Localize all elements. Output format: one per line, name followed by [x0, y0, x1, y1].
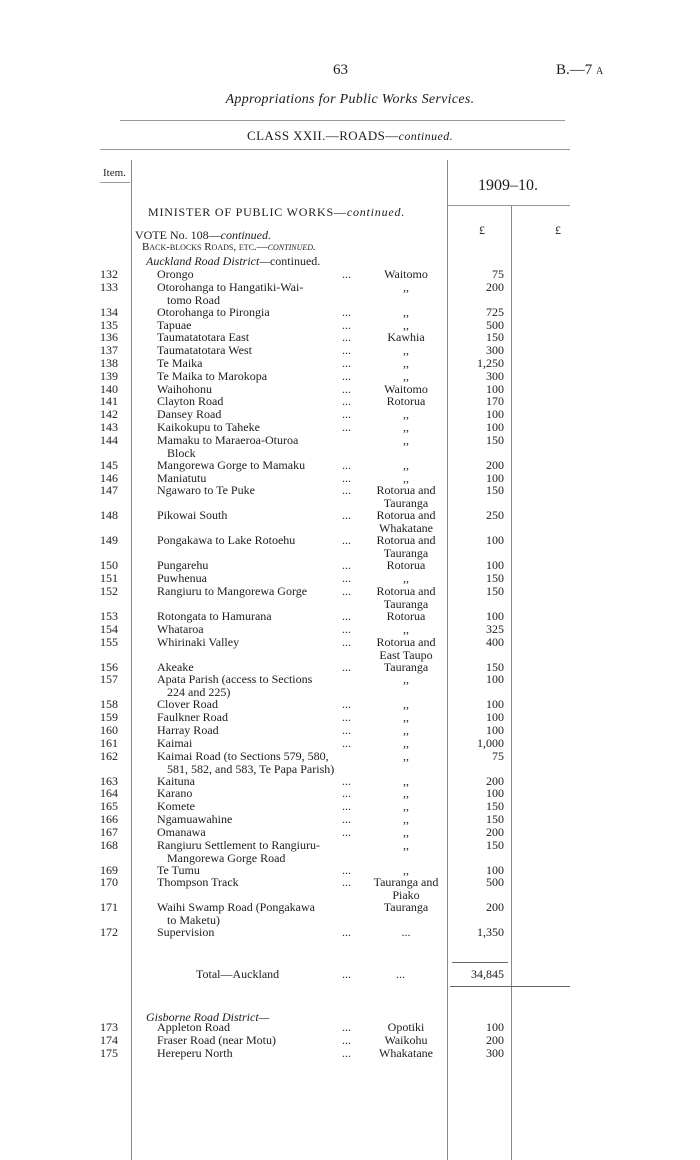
district-line1: Opotiki — [387, 1020, 425, 1034]
leader-dots: ... — [342, 267, 351, 281]
item-name — [157, 281, 357, 307]
item-name — [157, 509, 357, 522]
district-line1: Rotorua and — [376, 533, 436, 548]
leader-dots: ... — [342, 394, 351, 409]
leader-dots: ... — [342, 621, 351, 636]
item-name-line1: Waihi Swamp Road (Pongakawa — [157, 900, 316, 915]
item-amount: 150 — [486, 659, 504, 674]
item-amount: 100 — [486, 470, 504, 485]
item-number: 149 — [100, 533, 118, 548]
item-name-line1: Apata Parish (access to Sections — [157, 672, 313, 687]
item-number: 143 — [100, 420, 118, 434]
item-name-line1: Orongo — [157, 267, 194, 281]
item-name-line1: Ngawaro to Te Puke — [157, 483, 255, 498]
item-name-line2: 581, 582, and 583, Te Papa Parish) — [167, 761, 335, 776]
page-title: Appropriations for Public Works Services. — [225, 92, 475, 107]
district-line1: Rotorua and — [376, 634, 436, 649]
item-name-line1: Kaimai — [157, 735, 193, 750]
district-line2: East Taupo — [379, 647, 433, 662]
back-blocks-heading — [142, 241, 316, 253]
item-number: 163 — [100, 773, 118, 788]
electoral-district — [364, 673, 448, 686]
item-name-line1: Te Tumu — [157, 862, 200, 877]
district-line1: Tauranga — [383, 900, 429, 915]
item-name-line1: Faulkner Road — [157, 710, 228, 725]
district-line1: ,, — [403, 672, 409, 687]
item-amount: 300 — [486, 368, 504, 383]
district-line1: ,, — [403, 799, 409, 814]
leader-dots: ... — [342, 862, 351, 877]
district-line1: ,, — [403, 621, 409, 636]
item-number: 135 — [100, 317, 118, 332]
item-name-line1: Harray Road — [157, 723, 219, 737]
district-line1: ,, — [403, 432, 409, 447]
total-label: Total—Auckland — [196, 967, 280, 981]
item-amount: 100 — [486, 407, 504, 422]
leader-dots: ... — [342, 508, 351, 523]
item-name-line1: Te Maika — [157, 356, 203, 370]
leader-dots: ... — [342, 697, 351, 712]
district-line1: ,, — [403, 812, 409, 826]
item-number: 157 — [100, 672, 118, 687]
pound-symbol-col1: £ — [479, 223, 485, 237]
electoral-district — [364, 636, 448, 662]
electoral-district — [364, 750, 448, 763]
item-amount: 325 — [486, 621, 504, 636]
item-amount: 1,000 — [477, 735, 504, 750]
gisborne-district-heading: Gisborne Road District— — [146, 1010, 270, 1024]
leader-dots: ... — [342, 875, 351, 890]
item-name-line1: Maniatutu — [157, 470, 207, 485]
district-line1: ,, — [403, 697, 409, 712]
item-name-line1: Otorohanga to Hangatiki-Wai- — [157, 279, 304, 294]
leader-dots: ... — [342, 735, 351, 750]
item-number: 148 — [100, 508, 118, 523]
item-amount: 75 — [492, 267, 504, 281]
item-number: 152 — [100, 584, 118, 598]
item-number: 145 — [100, 457, 118, 472]
leader-dots: ... — [342, 457, 351, 472]
district-line1: ,, — [403, 457, 409, 472]
item-amount: 150 — [486, 812, 504, 826]
item-amount: 150 — [486, 432, 504, 447]
item-number: 156 — [100, 659, 118, 674]
item-name-line2: to Maketu) — [167, 913, 220, 928]
item-number: 151 — [100, 571, 118, 586]
leader-dots: ... — [342, 470, 351, 485]
item-number: 141 — [100, 394, 118, 409]
item-name — [157, 876, 357, 889]
item-name-line1: Pungarehu — [157, 558, 209, 573]
item-name-line1: Mamaku to Maraeroa-Oturoa — [157, 432, 299, 447]
item-name-line1: Ngamuawahine — [157, 812, 233, 826]
item-amount: 400 — [486, 634, 504, 649]
leader-dots: ... — [342, 571, 351, 586]
item-amount: 100 — [486, 420, 504, 434]
item-amount: 150 — [486, 837, 504, 852]
class-continued: continued. — [398, 129, 453, 143]
item-amount: 200 — [486, 1032, 504, 1047]
item-amount: 150 — [486, 483, 504, 498]
district-line1: ,, — [403, 279, 409, 294]
item-amount: 725 — [486, 304, 504, 319]
item-number: 171 — [100, 900, 118, 915]
item-number: 132 — [100, 267, 118, 281]
item-number: 162 — [100, 748, 118, 763]
leader-dots: ... — [342, 824, 351, 839]
item-name-line1: Otorohanga to Pirongia — [157, 304, 270, 319]
class-heading — [0, 128, 700, 144]
item-number: 155 — [100, 634, 118, 649]
item-name-line1: Clayton Road — [157, 394, 224, 409]
item-name — [157, 750, 357, 776]
district-line2: Tauranga — [383, 546, 429, 561]
item-amount: 1,250 — [477, 356, 504, 370]
district-line1: ,, — [403, 368, 409, 383]
district-line2: Tauranga — [383, 496, 429, 511]
item-amount: 200 — [486, 824, 504, 839]
minister-continued: continued. — [346, 205, 406, 219]
item-name-line1: Pikowai South — [157, 508, 228, 523]
district-line1: ,, — [403, 862, 409, 877]
electoral-district — [364, 901, 448, 914]
item-column-rule — [131, 160, 132, 1160]
leader-dots: ... — [342, 356, 351, 370]
item-number: 137 — [100, 343, 118, 358]
district-line1: Waitomo — [384, 381, 428, 396]
item-number: 138 — [100, 356, 118, 370]
item-name-line1: Whataroa — [157, 621, 204, 636]
electoral-district — [364, 434, 448, 447]
back-blocks-continued: continued. — [267, 241, 316, 253]
item-name-line1: Taumatatotara East — [157, 330, 250, 345]
item-amount: 100 — [486, 1020, 504, 1034]
item-number: 175 — [100, 1045, 118, 1060]
item-name-line2: Mangorewa Gorge Road — [167, 850, 286, 865]
item-name — [157, 926, 357, 939]
item-amount: 150 — [486, 584, 504, 598]
item-name-line1: Rangiuru to Mangorewa Gorge — [157, 584, 308, 598]
vote-continued: continued. — [220, 228, 271, 242]
item-number: 146 — [100, 470, 118, 485]
leader-dots: ... — [342, 710, 351, 725]
item-number: 169 — [100, 862, 118, 877]
electoral-district — [364, 509, 448, 535]
leader-dots: ... — [342, 812, 351, 826]
item-name-line2: 224 and 225) — [167, 685, 231, 700]
district-line1: ,, — [403, 786, 409, 801]
district-line1: ,, — [403, 748, 409, 763]
item-amount: 200 — [486, 773, 504, 788]
item-name — [157, 839, 357, 865]
district-line1: Tauranga and — [373, 875, 439, 890]
item-name-line1: Mangorewa Gorge to Mamaku — [157, 457, 306, 472]
item-name-line1: Puwhenua — [157, 571, 207, 586]
item-name-line1: Rangiuru Settlement to Rangiuru- — [157, 837, 320, 852]
item-number: 164 — [100, 786, 118, 801]
item-name-line1: Fraser Road (near Motu) — [157, 1032, 276, 1047]
item-name-line1: Hereperu North — [157, 1045, 233, 1060]
pound-symbol-col2: £ — [555, 223, 561, 237]
class-label: CLASS XXII.—ROADS— — [247, 128, 399, 143]
reference-suffix: A — [596, 66, 604, 77]
district-line1: Rotorua and — [376, 508, 436, 523]
header-rule-bottom — [100, 149, 570, 150]
electoral-district — [364, 926, 448, 939]
item-name — [157, 673, 357, 699]
item-name — [157, 585, 357, 598]
leader-dots: ... — [342, 584, 351, 598]
item-name-line1: Pongakawa to Lake Rotoehu — [157, 533, 296, 548]
item-number: 168 — [100, 837, 118, 852]
item-column-header: Item. — [103, 167, 126, 179]
district-line1: Waitomo — [384, 267, 428, 281]
document-reference — [556, 62, 603, 79]
item-number: 165 — [100, 799, 118, 814]
item-name-line1: Rotongata to Hamurana — [157, 609, 272, 623]
item-number: 144 — [100, 432, 118, 447]
item-amount: 75 — [492, 748, 504, 763]
leader-dots: ... — [342, 1020, 351, 1034]
leader-dots: ... — [342, 368, 351, 383]
district-line1: Rotorua and — [376, 483, 436, 498]
item-name-line1: Taumatatotara West — [157, 343, 252, 358]
leader-dots: ... — [342, 343, 351, 358]
item-amount: 100 — [486, 697, 504, 712]
item-number: 159 — [100, 710, 118, 725]
district-line1: ,, — [403, 824, 409, 839]
leader-dots: ... — [342, 304, 351, 319]
district-line1: ,, — [403, 356, 409, 370]
district-line1: ,, — [403, 343, 409, 358]
district-line1: ,, — [403, 837, 409, 852]
district-line1: ,, — [403, 735, 409, 750]
district-line1: ,, — [403, 304, 409, 319]
item-number: 170 — [100, 875, 118, 890]
district-line1: Waikohu — [384, 1032, 428, 1047]
leader-dots: ... — [342, 786, 351, 801]
district-line2: Tauranga — [383, 597, 429, 611]
district-line1: Tauranga — [383, 659, 429, 674]
leader-dots: ... — [342, 317, 351, 332]
item-name-line1: Tapuae — [157, 317, 192, 332]
district-line1: Rotorua — [386, 558, 426, 573]
item-amount: 150 — [486, 799, 504, 814]
item-number: 133 — [100, 279, 118, 294]
leader-dots: ... — [342, 533, 351, 548]
item-name-line1: Whirinaki Valley — [157, 634, 240, 649]
fiscal-year: 1909–10. — [478, 177, 538, 194]
item-name-line1: Omanawa — [157, 824, 206, 839]
header-rule-top — [120, 120, 565, 121]
leader-dots: ... — [342, 330, 351, 345]
electoral-district — [364, 585, 448, 611]
item-header-rule — [100, 182, 130, 183]
item-number: 139 — [100, 368, 118, 383]
district-line2: Whakatane — [379, 521, 433, 536]
item-number: 154 — [100, 621, 118, 636]
item-name-line1: Kaikokupu to Taheke — [157, 420, 260, 434]
electoral-district — [364, 534, 448, 560]
item-name-line1: Kaituna — [157, 773, 195, 788]
district-line1: ,, — [403, 710, 409, 725]
leader-dots: ... — [342, 483, 351, 498]
item-amount: 100 — [486, 862, 504, 877]
district-line1: ,, — [403, 470, 409, 485]
leader-dots: ... — [342, 1045, 351, 1060]
item-name-line1: Thompson Track — [157, 875, 239, 890]
item-name-line1: Karano — [157, 786, 193, 801]
leader-dots: ... — [342, 381, 351, 396]
amount-column-rule-mid — [511, 205, 512, 1160]
item-name-line1: Appleton Road — [157, 1020, 230, 1034]
item-amount: 170 — [486, 394, 504, 409]
item-amount: 300 — [486, 1045, 504, 1060]
item-amount: 200 — [486, 457, 504, 472]
auckland-district-label: Auckland Road District— — [146, 254, 270, 268]
electoral-district — [364, 484, 448, 510]
item-amount: 100 — [486, 609, 504, 623]
district-line1: Rotorua and — [376, 584, 436, 598]
district-line1: Rotorua — [386, 394, 426, 409]
vote-label: VOTE No. 108— — [135, 228, 221, 242]
electoral-district — [364, 839, 448, 852]
district-line1: ,, — [403, 571, 409, 586]
back-blocks-label: Back-blocks Roads, etc.— — [142, 241, 268, 253]
item-number: 150 — [100, 558, 118, 573]
item-number: 160 — [100, 723, 118, 737]
district-line1: ... — [401, 925, 411, 940]
item-name-line1: Waihohonu — [157, 381, 213, 396]
item-number: 142 — [100, 407, 118, 422]
item-amount: 150 — [486, 571, 504, 586]
item-number: 166 — [100, 812, 118, 826]
item-amount: 200 — [486, 900, 504, 915]
item-name-line1: Akeake — [157, 659, 194, 674]
item-name — [157, 434, 357, 460]
item-name-line1: Kaimai Road (to Sections 579, 580, — [157, 748, 329, 763]
auckland-continued: continued. — [269, 254, 321, 268]
leader-dots: ... — [342, 799, 351, 814]
subtotal-rule — [452, 962, 508, 963]
leader-dots: ... — [342, 558, 351, 573]
item-amount: 250 — [486, 508, 504, 523]
leader-dots: ... — [342, 723, 351, 737]
item-name — [157, 484, 357, 497]
page-number: 63 — [333, 62, 348, 78]
item-number: 134 — [100, 304, 118, 319]
leader-dots: ... — [342, 925, 351, 940]
district-line2: Piako — [392, 888, 420, 903]
district-line1: ,, — [403, 723, 409, 737]
leader-dots: ... — [342, 407, 351, 422]
electoral-district — [364, 876, 448, 902]
item-name-line1: Clover Road — [157, 697, 218, 712]
item-name-line1: Komete — [157, 799, 195, 814]
item-name-line1: Supervision — [157, 925, 215, 940]
minister-label: MINISTER OF PUBLIC WORKS— — [148, 205, 347, 219]
item-number: 136 — [100, 330, 118, 345]
item-name — [157, 901, 357, 927]
item-name-line1: Dansey Road — [157, 407, 222, 422]
leader-dots: ... — [342, 773, 351, 788]
item-amount: 100 — [486, 381, 504, 396]
leader-dots: ... — [342, 609, 351, 623]
reference-main: B.—7 — [556, 62, 593, 78]
item-amount: 100 — [486, 672, 504, 687]
item-number: 173 — [100, 1020, 118, 1034]
leader-dots: ... — [342, 659, 351, 674]
item-number: 153 — [100, 609, 118, 623]
item-name — [157, 534, 357, 547]
item-number: 161 — [100, 735, 118, 750]
item-amount: 500 — [486, 317, 504, 332]
item-name-line2: tomo Road — [167, 292, 220, 307]
item-number: 147 — [100, 483, 118, 498]
item-amount: 200 — [486, 279, 504, 294]
item-amount: 100 — [486, 558, 504, 573]
total-rule — [450, 986, 570, 987]
item-amount: 1,350 — [477, 925, 504, 940]
year-header-rule — [447, 205, 570, 206]
item-number: 174 — [100, 1032, 118, 1047]
district-line1: ,, — [403, 773, 409, 788]
electoral-district — [364, 1047, 448, 1060]
district-line1: ,, — [403, 420, 409, 434]
item-amount: 300 — [486, 343, 504, 358]
item-number: 167 — [100, 824, 118, 839]
minister-heading — [148, 205, 405, 220]
district-line1: ,, — [403, 407, 409, 422]
district-line1: Rotorua — [386, 609, 426, 623]
item-name-line2: Block — [167, 445, 196, 460]
item-name-line1: Te Maika to Marokopa — [157, 368, 268, 383]
item-number: 172 — [100, 925, 118, 940]
total-amount: 34,845 — [471, 967, 504, 981]
total-dots-2: ... — [396, 967, 405, 981]
item-amount: 100 — [486, 723, 504, 737]
leader-dots: ... — [342, 420, 351, 434]
item-amount: 500 — [486, 875, 504, 890]
leader-dots: ... — [342, 1032, 351, 1047]
item-number: 140 — [100, 381, 118, 396]
district-line1: Kawhia — [387, 330, 425, 345]
total-dots: ... — [342, 967, 351, 981]
electoral-district — [364, 281, 448, 294]
item-amount: 100 — [486, 710, 504, 725]
item-amount: 100 — [486, 533, 504, 548]
district-line1: ,, — [403, 317, 409, 332]
item-amount: 100 — [486, 786, 504, 801]
item-amount: 150 — [486, 330, 504, 345]
item-number: 158 — [100, 697, 118, 712]
item-name — [157, 636, 357, 649]
district-line1: Whakatane — [379, 1045, 433, 1060]
leader-dots: ... — [342, 634, 351, 649]
item-name — [157, 1047, 357, 1060]
